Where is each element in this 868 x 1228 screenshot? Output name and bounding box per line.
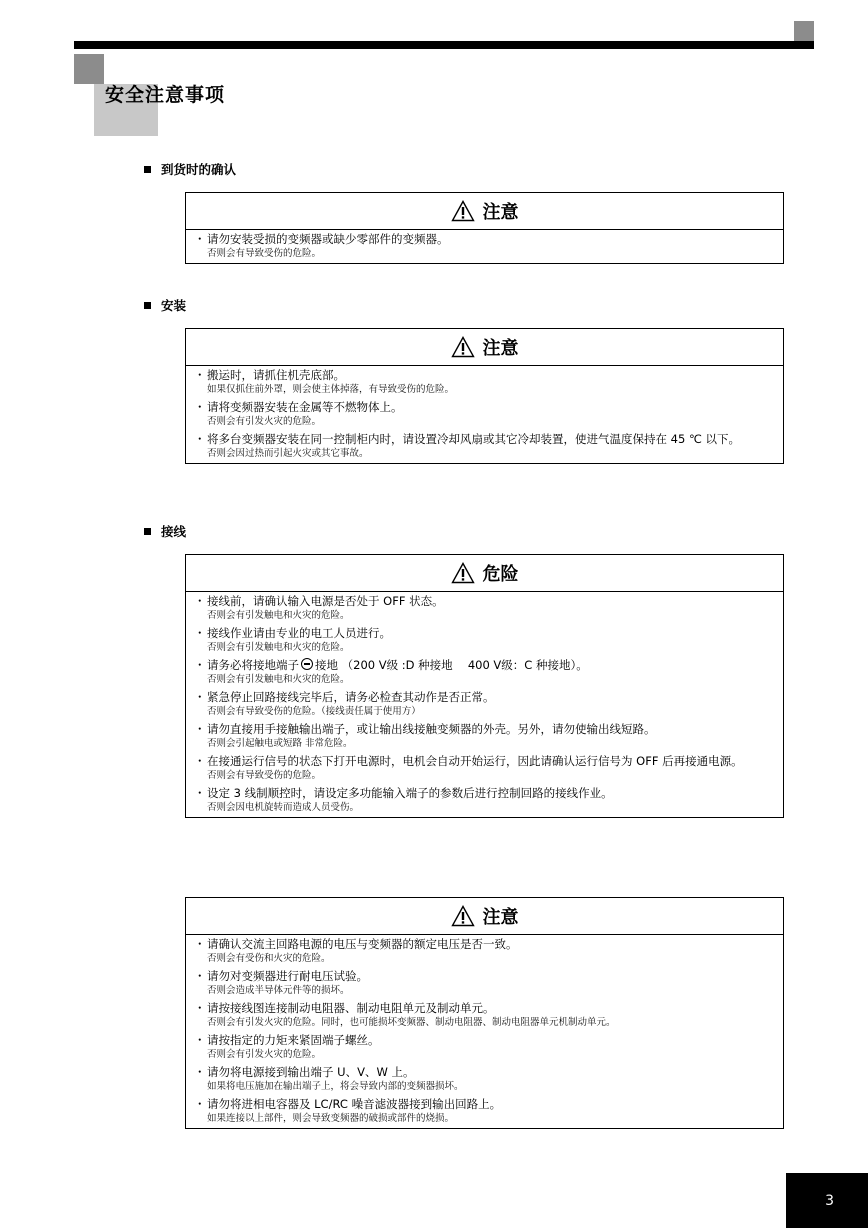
box-header [186,555,783,592]
item-note: 否则会因电机旋转而造成人员受伤。 [207,802,360,813]
section-heading-arrival [144,160,236,178]
bullet-dot: ・ [194,232,206,246]
item-text: 接线作业请由专业的电工人员进行。 [207,626,391,640]
square-bullet-icon [144,302,151,309]
item-text: 搬运时，请抓住机壳底部。 [207,368,345,382]
item-text: 在接通运行信号的状态下打开电源时，电机会自动开始运行，因此请确认运行信号为 OFF 后再接通电源。 [207,754,743,768]
page-number-tab [786,1173,868,1228]
bullet-dot: ・ [194,368,206,382]
header-rule [74,41,814,49]
item-text [207,658,775,673]
bullet-dot: ・ [194,786,206,800]
item-text: 将多台变频器安装在同一控制柜内时，请设置冷却风扇或其它冷却装置，使进气温度保持在 45 ℃ 以下。 [207,432,741,446]
square-bullet-icon [144,166,151,173]
item-text: 请勿将电源接到输出端子 U、V、W 上。 [207,1065,415,1079]
item-note: 否则会有引发火灾的危险。同时，也可能损坏变频器、制动电阻器、制动电阻器单元机制动单元。 [207,1017,616,1028]
section-heading-install [144,296,186,314]
item-note: 否则会造成半导体元件等的损坏。 [207,985,350,996]
bullet-dot: ・ [194,432,206,446]
bullet-dot: ・ [194,722,206,736]
list-item [194,754,775,782]
caution-box-install [185,328,784,464]
list-item [194,786,775,814]
square-bullet-icon [144,528,151,535]
box-header [186,329,783,366]
section-heading-wiring [144,522,186,540]
item-text-after-symbol: 接地 （200 V级 :D 种接地 400 V级：C 种接地）。 [315,658,588,672]
list-item [194,626,775,654]
warning-triangle-icon [451,905,475,927]
item-text: 请勿将进相电容器及 LC/RC 噪音滤波器接到输出回路上。 [207,1097,502,1111]
item-note: 否则会有导致受伤的危险。 [207,770,322,781]
list-item [194,722,775,750]
bullet-dot: ・ [194,658,206,672]
item-text: 请勿直接用手接触输出端子，或让输出线接触变频器的外壳。另外，请勿使输出线短路。 [207,722,656,736]
item-note: 否则会引起触电或短路 非常危险。 [207,738,353,749]
list-item [194,969,775,997]
list-item [194,937,775,965]
bullet-dot: ・ [194,937,206,951]
danger-box-wiring [185,554,784,818]
box-body [186,935,783,1128]
item-note: 否则会有引发触电和火灾的危险。 [207,674,350,685]
item-note: 如果仅抓住前外罩，则会使主体掉落，有导致受伤的危险。 [207,384,455,395]
warning-triangle-icon [451,562,475,584]
bullet-dot: ・ [194,969,206,983]
box-header-label: 注意 [482,338,519,359]
list-item [194,432,775,460]
title-marker-dark [74,54,104,84]
item-text-before-symbol: 请务必将接地端子 [207,658,299,672]
bullet-dot: ・ [194,690,206,704]
item-text: 请将变频器安装在金属等不燃物体上。 [207,400,403,414]
bullet-dot: ・ [194,626,206,640]
list-item [194,658,775,686]
item-text: 请勿对变频器进行耐电压试验。 [207,969,368,983]
list-item [194,1065,775,1093]
item-note: 否则会有导致受伤的危险。（接线责任属于使用方） [207,706,421,717]
list-item [194,368,775,396]
bullet-dot: ・ [194,754,206,768]
box-header-label: 注意 [482,907,519,928]
box-header-label: 危险 [482,564,519,585]
list-item [194,1033,775,1061]
header-gray-tab [794,21,814,41]
item-note: 否则会因过热而引起火灾或其它事故。 [207,448,369,459]
bullet-dot: ・ [194,1033,206,1047]
caution-box-wiring [185,897,784,1129]
bullet-dot: ・ [194,1065,206,1079]
box-body [186,366,783,463]
list-item [194,1097,775,1125]
warning-triangle-icon [451,336,475,358]
warning-triangle-icon [451,200,475,222]
item-note: 否则会有受伤和火灾的危险。 [207,953,331,964]
item-note: 如果连接以上部件，则会导致变频器的破损或部件的烧损。 [207,1113,455,1124]
item-note: 否则会有引发火灾的危险。 [207,1049,322,1060]
item-text: 请确认交流主回路电源的电压与变频器的额定电压是否一致。 [207,937,518,951]
list-item [194,690,775,718]
box-body [186,592,783,817]
item-text: 紧急停止回路接线完毕后，请务必检查其动作是否正常。 [207,690,495,704]
box-header [186,193,783,230]
item-note: 否则会有引发火灾的危险。 [207,416,322,427]
bullet-dot: ・ [194,400,206,414]
item-note: 否则会有引发触电和火灾的危险。 [207,610,350,621]
item-text: 请按接线图连接制动电阻器、制动电阻单元及制动单元。 [207,1001,495,1015]
item-text: 请勿安装受损的变频器或缺少零部件的变频器。 [207,232,449,246]
list-item [194,232,775,260]
bullet-dot: ・ [194,1097,206,1111]
section-heading-label: 安装 [161,298,187,313]
list-item [194,1001,775,1029]
box-body [186,230,783,263]
page-number: 3 [825,1192,834,1209]
box-header [186,898,783,935]
item-text: 设定 3 线制顺控时，请设定多功能输入端子的参数后进行控制回路的接线作业。 [207,786,613,800]
item-text: 请按指定的力矩来紧固端子螺丝。 [207,1033,380,1047]
section-heading-label: 接线 [161,524,187,539]
list-item [194,594,775,622]
caution-box-arrival [185,192,784,264]
ground-terminal-icon [301,658,313,670]
section-heading-label: 到货时的确认 [161,162,237,177]
page-title: 安全注意事项 [105,84,226,106]
item-note: 如果将电压施加在输出端子上，将会导致内部的变频器损坏。 [207,1081,464,1092]
box-header-label: 注意 [482,202,519,223]
bullet-dot: ・ [194,594,206,608]
list-item [194,400,775,428]
bullet-dot: ・ [194,1001,206,1015]
item-note: 否则会有引发触电和火灾的危险。 [207,642,350,653]
item-note: 否则会有导致受伤的危险。 [207,248,322,259]
item-text: 接线前，请确认输入电源是否处于 OFF 状态。 [207,594,444,608]
